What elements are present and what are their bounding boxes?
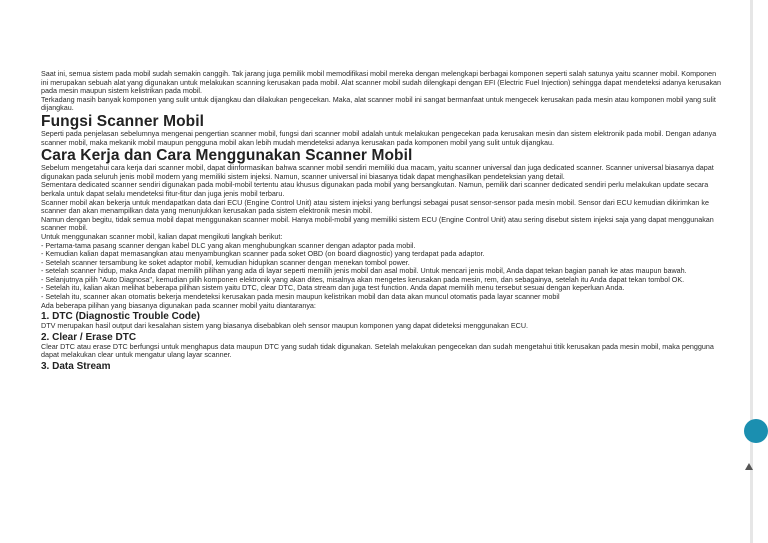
cara-paragraph-3: Scanner mobil akan bekerja untuk mendapatkan data dari ECU (Engine Control Unit) atau sistem injeksi yang berfungsi sebagai pusat sensor-sensor pada mesin mobil. Sensor dari ECU kemudian dikirimkan ke scanner dan akan menampilkan data yang menunjukkan kerusakan pada sistem elektronik mesin mobil. (41, 197, 709, 216)
options-intro: Ada beberapa pilihan yang biasanya digunakan pada scanner mobil yaitu diantaranya: (41, 300, 316, 310)
heading-data-stream: 3. Data Stream (41, 361, 111, 373)
cara-paragraph-4: Namun dengan begitu, tidak semua mobil dapat menggunakan scanner mobil. Hanya mobil-mobil yang memiliki sistem ECU (Engine Control Unit) atau sering disebut sistem injeksi saja yang dapat menggunakan scanner mobil. (41, 214, 714, 233)
chat-bubble-icon[interactable] (744, 419, 768, 443)
steps-intro: Untuk menggunakan scanner mobil, kalian dapat mengikuti langkah berikut: (41, 231, 283, 241)
step-item: - Kemudian kalian dapat memasangkan atau menyambungkan scanner pada soket OBD (on board diagnostic) yang terdapat pada adaptor. (41, 249, 485, 259)
scrollbar-track[interactable] (750, 0, 753, 543)
article-body (41, 70, 724, 372)
step-item: - setelah scanner hidup, maka Anda dapat memilih pilihan yang ada di layar seperti memilih jenis mobil dan asal mobil. Untuk mencari jenis mobil, Anda dapat tekan bagian panah ke atas maupun bawah. (41, 266, 687, 276)
cara-paragraph-2: Sementara dedicated scanner sendiri digunakan pada mobil-mobil tertentu atau khusus digunakan pada mobil yang bersangkutan. Namun, pemilik dari scanner dedicated sendiri perlu melakukan update secara berkala untuk dapat selalu mendeteksi fitur-fitur dan juga jenis mobil terbaru. (41, 180, 709, 198)
intro-paragraph-2: Terkadang masih banyak komponen yang sulit untuk dijangkau dan dilakukan pengecekan. Maka, alat scanner mobil ini sangat bermanfaat untuk mengecek kerusakan pada mesin atau komponen mobil yang sulit dijangkau. (41, 94, 716, 113)
step-item: - Pertama-tama pasang scanner dengan kabel DLC yang akan menghubungkan scanner dengan adaptor pada mobil. (41, 240, 416, 250)
fungsi-paragraph: Seperti pada penjelasan sebelumnya mengenai pengertian scanner mobil, fungsi dari scanner mobil adalah untuk melakukan pengecekan pada kerusakan mesin dan sistem elektronik pada mobil. Dengan adanya scanner mobil, maka mekanik mobil maupun pengguna mobil akan lebih mudah mendeteksi adanya kerusakan pada komponen mobil yang sulit untuk dijangkau. (41, 128, 717, 147)
step-item: - Setelah itu, scanner akan otomatis bekerja mendeteksi kerusakan pada mesin maupun kelistrikan mobil dan data akan muncul otomatis pada layar scanner mobil (41, 292, 560, 302)
step-item: - Setelah scanner tersambung ke soket adaptor mobil, kemudian hidupkan scanner dengan menekan tombol power. (41, 257, 410, 267)
arrow-up-icon[interactable] (745, 463, 753, 470)
heading-fungsi: Fungsi Scanner Mobil (41, 112, 205, 130)
cara-paragraph-1: Sebelum mengetahui cara kerja dari scanner mobil, dapat diinformasikan bahwa scanner mobil sendiri memiliki dua macam, yaitu scanner universal dan juga dedicated scanner. Scanner universal biasanya dapat digunakan pada seluruh jenis mobil modern yang memiliki sistem injeksi. Namun, scanner universal ini biasanya tidak dapat menghasilkan pendeteksian yang detail. (41, 163, 714, 181)
intro-paragraph-1: Saat ini, semua sistem pada mobil sudah semakin canggih. Tak jarang juga pemilik mobil memodifikasi mobil mereka dengan melengkapi berbagai komponen seperti salah satunya yaitu scanner mobil. Komponen ini merupakan sebuah alat yang digunakan untuk melakukan scanning kerusakan pada mobil. Alat scanner mobil sudah dilengkapi dengan EFI (Electric Fuel Injection) sehingga dapat mendeteksi adanya kerusakan pada mesin maupun sistem kelistrikan pada mobil. (41, 69, 722, 96)
clear-dtc-paragraph: Clear DTC atau erase DTC berfungsi untuk menghapus data maupun DTC yang sudah tidak digunakan. Setelah melakukan pengecekan dan sudah mengetahui titik kerusakan pada mesin mobil, maka pengguna dapat melakukan clear untuk mengatur ulang layar scanner. (41, 341, 714, 360)
dtc-paragraph: DTV merupakan hasil output dari kesalahan sistem yang biasanya disebabkan oleh sensor maupun komponen yang dapat dideteksi menggunakan ECU. (41, 321, 529, 331)
heading-cara-kerja: Cara Kerja dan Cara Menggunakan Scanner Mobil (41, 147, 413, 165)
heading-clear-dtc: 2. Clear / Erase DTC (41, 331, 137, 343)
step-item: - Setelah itu, kalian akan melihat beberapa pilihan sistem yaitu DTC, clear DTC, Data stream dan juga test function. Anda dapat memilih menu tersebut sesuai dengan keperluan Anda. (41, 283, 625, 293)
step-item: - Selanjutnya pilih "Auto Diagnosa", kemudian pilih komponen elektronik yang akan dites, misalnya akan mengetes kerusakan pada mesin, rem, dan sebagainya, setelah itu Anda dapat tekan tombol OK. (41, 274, 685, 284)
heading-dtc: 1. DTC (Diagnostic Trouble Code) (41, 311, 200, 323)
